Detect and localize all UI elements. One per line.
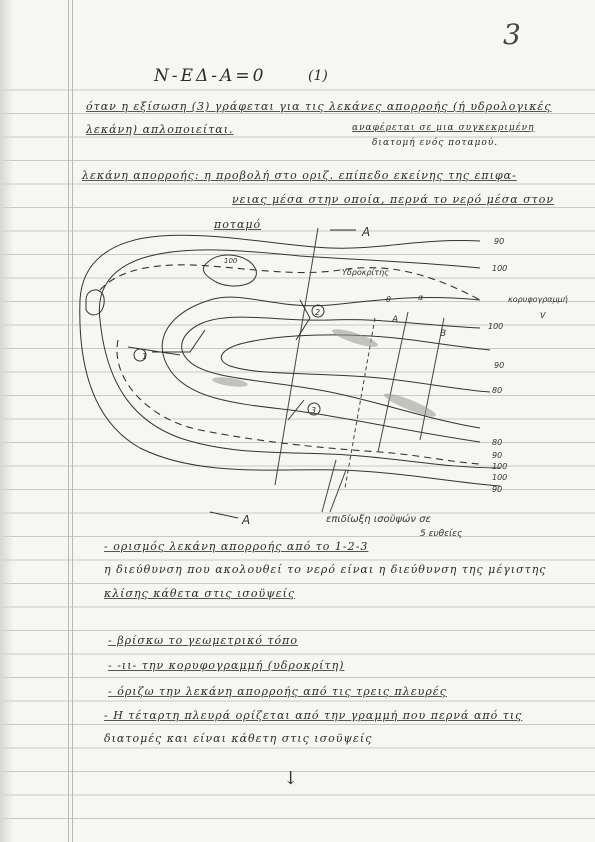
note-5-eutheies: 5 ευθείες	[420, 529, 463, 539]
contour-label-4: 90	[494, 361, 505, 370]
shading-stream-2	[382, 390, 438, 420]
text-line-3: λεκάνη απορροής: η προβολή στο οριζ. επίπεδο εκείνης της επιφα-	[82, 169, 517, 182]
contour-label-5: 80	[492, 386, 503, 395]
bullet-line-3: κλίσης κάθετα στις ισοϋψείς	[104, 587, 296, 600]
label-theta: θ	[386, 295, 391, 304]
contour-label-7: 90	[492, 451, 503, 460]
contour-label-9: 100	[492, 473, 508, 482]
step-line-4: - Η τέταρτη πλευρά ορίζεται από την γραμμή που περνά από τις	[104, 709, 523, 722]
contour-label-8: 100	[492, 462, 508, 471]
label-koryfogrammi: κορυφογραμμή	[508, 295, 568, 304]
point-2-label: 2	[315, 308, 321, 317]
bullet-line-1: - ορισμός λεκάνη απορροής από το 1-2-3	[104, 540, 369, 553]
page-number: 3	[503, 18, 521, 51]
step-line-5: διατομές και είναι κάθετη στις ισοϋψείς	[104, 732, 373, 745]
shading-stream-1	[331, 326, 380, 350]
step-line-1: - βρίσκω το γεωμετρικό τόπο	[108, 634, 299, 647]
text-line-1: όταν η εξίσωση (3) γράφεται για τις λεκάνες απορροής (ή υδρολογικές	[86, 100, 552, 113]
contour-80-inner	[162, 297, 480, 442]
step-line-2: - -ιι- την κορυφογραμμή (υδροκρίτη)	[108, 659, 345, 672]
note-epidiwsi: επιδίωξη ισοϋψών σε	[326, 514, 431, 525]
contour-label-2: 100	[492, 264, 508, 273]
section-line-A-mid	[378, 312, 408, 452]
label-V: V	[540, 311, 546, 320]
text-line-4: νειας μέσα στην οποία, περνά το νερό μέσα στον	[232, 193, 555, 206]
section-label-A-top: A	[362, 225, 371, 239]
flow-path-1	[152, 330, 205, 352]
contour-label-hill: 100	[224, 257, 238, 265]
continue-arrow-icon: ↓	[283, 768, 299, 789]
text-line-2c: διατομή ενός ποταμού.	[372, 138, 499, 148]
contour-label-10: 90	[492, 485, 503, 494]
arrow-shaft-1	[330, 470, 346, 512]
equation-title: N-EΔ-A=0	[154, 66, 267, 86]
text-line-2b: αναφέρεται σε μια συγκεκριμένη	[352, 123, 535, 133]
ridge-divide-bottom	[117, 340, 480, 464]
arrow-to-A-bottom	[210, 512, 238, 518]
contour-label-6: 80	[492, 438, 503, 447]
bullet-line-2: η διεύθυνση που ακολουθεί το νερό είναι η διεύθυνση της μέγιστης	[104, 563, 547, 576]
label-ydrokritis: Υδροκρίτης	[342, 268, 389, 277]
label-A-mid: A	[392, 315, 399, 325]
point-3-label: 3	[311, 406, 317, 415]
step-line-3: - όριζω την λεκάνη απορροής από τις τρεις πλευρές	[108, 685, 447, 698]
equation-ref: (1)	[308, 68, 328, 84]
text-line-5: ποταμό	[214, 218, 262, 231]
contour-90-inner	[182, 317, 480, 428]
label-B-mid: B	[440, 329, 447, 339]
shading-stream-3	[212, 376, 249, 389]
text-line-2a: λεκάνη) απλοποιείται.	[86, 123, 234, 136]
point-1-label: 1	[142, 352, 148, 361]
arrow-shaft-2	[322, 460, 336, 512]
label-alpha: α	[418, 293, 424, 302]
section-label-A-bottom: A	[242, 513, 251, 527]
contour-label-1: 90	[494, 237, 505, 246]
contour-label-3: 100	[488, 322, 504, 331]
